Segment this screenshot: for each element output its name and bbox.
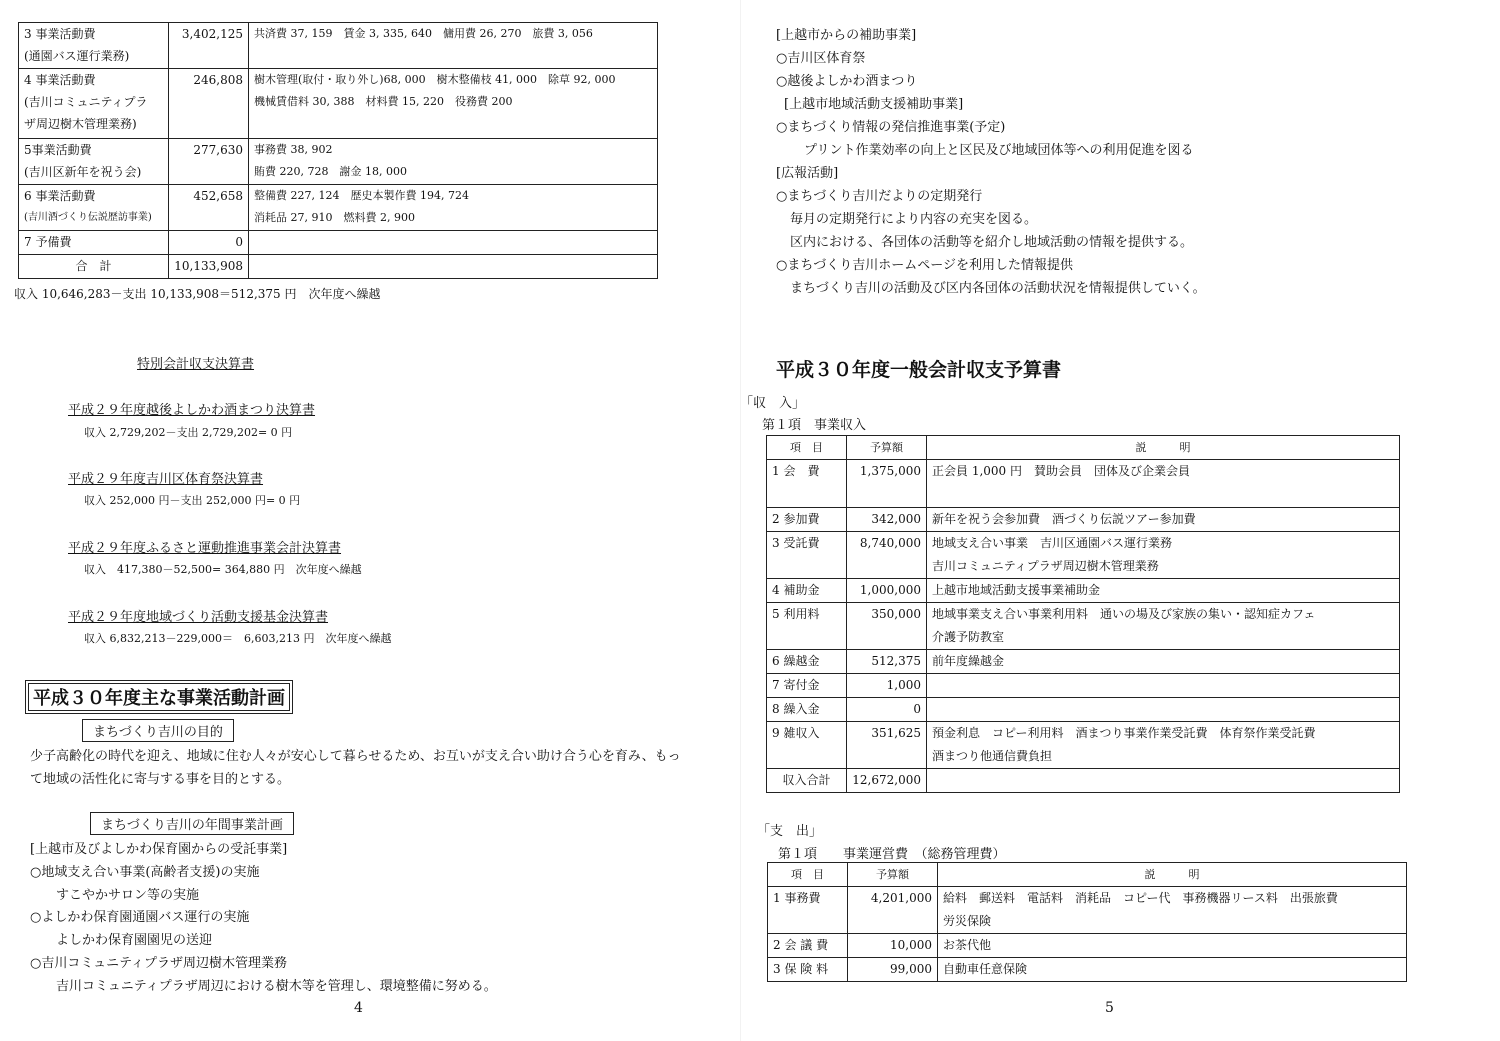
table-row <box>19 185 658 231</box>
table-row <box>767 722 1400 769</box>
table-row <box>768 958 1407 982</box>
pr-heading: [広報活動] <box>776 166 839 181</box>
table-row <box>767 508 1400 532</box>
item-cell: 1 会 費 <box>767 460 847 508</box>
commission-item: ○よしかわ保育園通園バス運行の実施 <box>30 910 250 925</box>
special-accounts-heading: 特別会計収支決算書 <box>137 357 255 372</box>
item-cell: 9 雑収入 <box>767 722 847 769</box>
table-header-row <box>768 863 1407 887</box>
pr-detail: まちづくり吉川の活動及び区内各団体の活動状況を情報提供していく。 <box>790 281 1206 296</box>
subsidy-item: ○越後よしかわ酒まつり <box>776 74 918 89</box>
table-row <box>767 603 1400 650</box>
pr-item: ○まちづくり吉川だよりの定期発行 <box>776 189 983 204</box>
item-label: 6 事業活動費 <box>24 189 96 203</box>
pr-detail: 区内における、各団体の活動等を紹介し地域活動の情報を提供する。 <box>790 235 1194 250</box>
expense-continuation-table <box>18 22 658 279</box>
item-sub: (吉川区新年を祝う会) <box>24 165 142 179</box>
special-account-title: 平成２９年度越後よしかわ酒まつり決算書 <box>68 403 316 418</box>
desc-line: 機械賃借料 30, 388 材料費 15, 220 役務費 200 <box>254 95 513 108</box>
item-cell: 7 寄付金 <box>767 674 847 698</box>
table-header-row <box>767 436 1400 460</box>
table-row <box>768 887 1407 934</box>
item-cell: 6 繰越金 <box>767 650 847 674</box>
page-number: 5 <box>1105 1000 1114 1016</box>
desc-line: 整備費 227, 124 歴史本製作費 194, 724 <box>254 189 469 202</box>
item-cell: 2 会 議 費 <box>768 934 848 958</box>
plan-title: 平成３０年度主な事業活動計画 <box>28 683 290 711</box>
col-header: 説 明 <box>938 863 1407 887</box>
purpose-text: 少子高齢化の時代を迎え、地域に住む人々が安心して暮らせるため、お互いが支え合い助け合う心を育み、もっ <box>30 749 681 764</box>
table-row <box>19 231 658 255</box>
desc-line: 給料 郵送料 電話料 消耗品 コピー代 事務機器リース料 出張旅費 <box>943 891 1338 905</box>
col-header: 項 目 <box>767 436 847 460</box>
subsidy-item: ○吉川区体育祭 <box>776 51 866 66</box>
table-row <box>19 23 658 69</box>
desc-cell: 新年を祝う会参加費 酒づくり伝説ツアー参加費 <box>927 508 1400 532</box>
left-page <box>0 0 740 1041</box>
item-cell: 5 利用料 <box>767 603 847 650</box>
table-row <box>767 698 1400 722</box>
annual-plan-label: まちづくり吉川の年間事業計画 <box>90 812 294 835</box>
table-row <box>767 579 1400 603</box>
item-sub: (通園バス運行業務) <box>24 49 130 63</box>
desc-line: 介護予防教室 <box>932 630 1005 644</box>
regional-item: ○まちづくり情報の発信推進事業(予定) <box>776 120 1006 135</box>
income-table <box>766 435 1400 793</box>
total-row <box>19 255 658 279</box>
amount-cell: 0 <box>169 231 249 255</box>
table-row <box>768 934 1407 958</box>
desc-cell: 自動車任意保険 <box>938 958 1407 982</box>
purpose-text: て地域の活性化に寄与する事を目的とする。 <box>30 772 291 787</box>
item-sub: (吉川酒づくり伝説歴訪事業) <box>24 212 152 223</box>
desc-line: 事務費 38, 902 <box>254 143 333 156</box>
desc-line: 酒まつり他通信費負担 <box>932 749 1053 763</box>
desc-cell: 共済費 37, 159 賃金 3, 335, 640 傭用費 26, 270 旅費 3, 056 <box>249 23 658 69</box>
commission-heading: [上越市及びよしかわ保育園からの受託事業] <box>30 842 288 857</box>
special-account-calc: 収入 6,832,213－229,000＝ 6,603,213 円 次年度へ繰越 <box>84 632 392 645</box>
commission-detail: 吉川コミュニティプラザ周辺における樹木等を管理し、環境整備に努める。 <box>56 979 497 994</box>
desc-cell: 正会員 1,000 円 賛助会員 団体及び企業会員 <box>927 460 1400 508</box>
item-label: 4 事業活動費 <box>24 73 96 87</box>
amount-cell: 99,000 <box>848 958 938 982</box>
regional-detail: プリント作業効率の向上と区民及び地域団体等への利用促進を図る <box>804 143 1194 158</box>
special-account-calc: 収入 252,000 円－支出 252,000 円= 0 円 <box>84 494 301 507</box>
expense-section: 第１項 事業運営費 （総務管理費） <box>778 847 1006 862</box>
desc-line: 預金利息 コピー利用料 酒まつり事業作業受託費 体育祭作業受託費 <box>932 726 1316 740</box>
budget-title: 平成３０年度一般会計収支予算書 <box>776 359 1062 381</box>
amount-cell: 0 <box>847 698 927 722</box>
item-sub2: ザ周辺樹木管理業務) <box>24 117 137 131</box>
desc-line: 地域支え合い事業 吉川区通園バス運行業務 <box>932 536 1173 550</box>
amount-cell: 3,402,125 <box>169 23 249 69</box>
amount-cell: 277,630 <box>169 139 249 185</box>
table-row <box>19 69 658 139</box>
item-cell: 3 受託費 <box>767 532 847 579</box>
item-label: 7 予備費 <box>19 231 169 255</box>
col-header: 説 明 <box>927 436 1400 460</box>
total-row <box>767 769 1400 793</box>
total-amount: 10,133,908 <box>169 255 249 279</box>
total-label: 収入合計 <box>767 769 847 793</box>
desc-line: 消耗品 27, 910 燃料費 2, 900 <box>254 211 415 224</box>
desc-cell: お茶代他 <box>938 934 1407 958</box>
special-account-title: 平成２９年度ふるさと運動推進事業会計決算書 <box>68 541 342 556</box>
total-amount: 12,672,000 <box>847 769 927 793</box>
item-cell: 4 補助金 <box>767 579 847 603</box>
item-cell: 8 繰入金 <box>767 698 847 722</box>
table-row <box>767 650 1400 674</box>
item-cell: 2 参加費 <box>767 508 847 532</box>
expense-label: 「支 出」 <box>757 824 823 839</box>
amount-cell: 1,375,000 <box>847 460 927 508</box>
col-header: 項 目 <box>768 863 848 887</box>
subsidy-heading: [上越市からの補助事業] <box>776 28 917 43</box>
commission-item: ○吉川コミュニティプラザ周辺樹木管理業務 <box>30 956 288 971</box>
amount-cell: 350,000 <box>847 603 927 650</box>
pr-item: ○まちづくり吉川ホームページを利用した情報提供 <box>776 258 1073 273</box>
item-cell: 3 保 険 料 <box>768 958 848 982</box>
amount-cell: 246,808 <box>169 69 249 139</box>
amount-cell: 1,000 <box>847 674 927 698</box>
total-label: 合 計 <box>19 255 169 279</box>
desc-line: 樹木管理(取付・取り外し)68, 000 樹木整備枝 41, 000 除草 92, 000 <box>254 73 616 86</box>
balance-line: 収入 10,646,283－支出 10,133,908＝512,375 円 次年度へ繰越 <box>14 287 381 301</box>
desc-line: 労災保険 <box>943 914 992 928</box>
commission-item: ○地域支え合い事業(高齢者支援)の実施 <box>30 865 260 880</box>
desc-line: 賄費 220, 728 謝金 18, 000 <box>254 165 407 178</box>
table-row <box>19 139 658 185</box>
item-cell: 1 事務費 <box>768 887 848 934</box>
desc-line: 吉川コミュニティプラザ周辺樹木管理業務 <box>932 559 1159 573</box>
amount-cell: 351,625 <box>847 722 927 769</box>
amount-cell: 342,000 <box>847 508 927 532</box>
special-account-title: 平成２９年度地域づくり活動支援基金決算書 <box>68 610 329 625</box>
table-row <box>767 674 1400 698</box>
expense-table <box>767 862 1407 982</box>
commission-detail: すこやかサロン等の実施 <box>56 888 200 903</box>
page-number: 4 <box>354 1000 363 1016</box>
table-row <box>767 460 1400 508</box>
item-label: 3 事業活動費 <box>24 27 96 41</box>
item-sub: (吉川コミュニティプラ <box>24 95 148 109</box>
purpose-label: まちづくり吉川の目的 <box>82 719 234 742</box>
amount-cell: 8,740,000 <box>847 532 927 579</box>
col-header: 予算額 <box>848 863 938 887</box>
amount-cell: 452,658 <box>169 185 249 231</box>
col-header: 予算額 <box>847 436 927 460</box>
table-row <box>767 532 1400 579</box>
item-label: 5事業活動費 <box>24 143 92 157</box>
special-account-calc: 収入 417,380－52,500= 364,880 円 次年度へ繰越 <box>84 563 362 576</box>
regional-heading: [上越市地域活動支援補助事業] <box>784 97 964 112</box>
income-label: 「収 入」 <box>740 396 806 411</box>
income-section: 第１項 事業収入 <box>762 418 867 433</box>
desc-line: 地域事業支え合い事業利用料 通いの場及び家族の集い・認知症カフェ <box>932 607 1316 621</box>
pr-detail: 毎月の定期発行により内容の充実を図る。 <box>790 212 1038 227</box>
commission-detail: よしかわ保育園園児の送迎 <box>56 933 213 948</box>
desc-cell: 前年度繰越金 <box>927 650 1400 674</box>
desc-cell: 上越市地域活動支援事業補助金 <box>927 579 1400 603</box>
special-account-title: 平成２９年度吉川区体育祭決算書 <box>68 472 264 487</box>
amount-cell: 10,000 <box>848 934 938 958</box>
amount-cell: 4,201,000 <box>848 887 938 934</box>
amount-cell: 512,375 <box>847 650 927 674</box>
special-account-calc: 収入 2,729,202－支出 2,729,202= 0 円 <box>84 426 293 439</box>
amount-cell: 1,000,000 <box>847 579 927 603</box>
